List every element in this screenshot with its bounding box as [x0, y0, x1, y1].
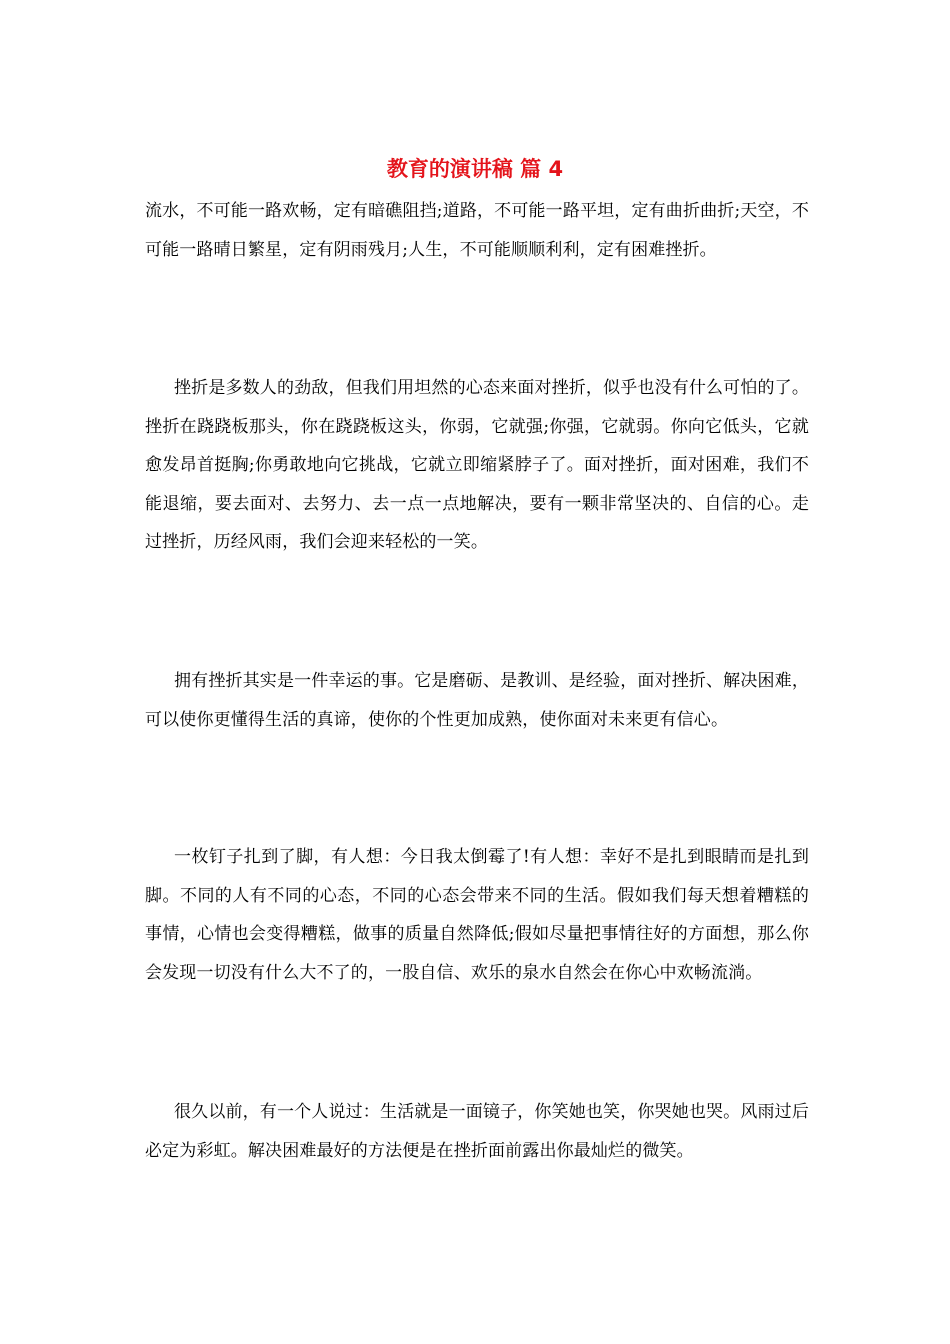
paragraph-2: 挫折是多数人的劲敌，但我们用坦然的心态来面对挫折，似乎也没有什么可怕的了。挫折在跷跷板那头，你在跷跷板这头，你弱，它就强;你强，它就弱。你向它低头，它就愈发昂首挺胸;你勇敢地向它挑战，它就立即缩紧脖子了。面对挫折，面对困难，我们不能退缩，要去面对、去努力、去一点一点地解决，要有一颗非常坚决的、自信的心。走过挫折，历经风雨，我们会迎来轻松的一笑。: [145, 378, 809, 552]
paragraph-5: 很久以前，有一个人说过：生活就是一面镜子，你笑她也笑，你哭她也哭。风雨过后必定为彩虹。解决困难最好的方法便是在挫折面前露出你最灿烂的微笑。: [145, 1102, 809, 1161]
paragraph-3: 拥有挫折其实是一件幸运的事。它是磨砺、是教训、是经验，面对挫折、解决困难，可以使你更懂得生活的真谛，使你的个性更加成熟，使你面对未来更有信心。: [145, 671, 809, 730]
paragraph-1: 流水，不可能一路欢畅，定有暗礁阻挡;道路，不可能一路平坦，定有曲折曲折;天空，不可能一路晴日繁星，定有阴雨残月;人生，不可能顺顺利利，定有困难挫折。: [145, 201, 809, 260]
paragraph-4: 一枚钉子扎到了脚，有人想：今日我太倒霉了!有人想：幸好不是扎到眼睛而是扎到脚。不同的人有不同的心态，不同的心态会带来不同的生活。假如我们每天想着糟糕的事情，心情也会变得糟糕，做事的质量自然降低;假如尽量把事情往好的方面想，那么你会发现一切没有什么大不了的，一股自信、欢乐的泉水自然会在你心中欢畅流淌。: [145, 847, 809, 983]
document-title: 教育的演讲稿 篇 4: [386, 157, 564, 181]
